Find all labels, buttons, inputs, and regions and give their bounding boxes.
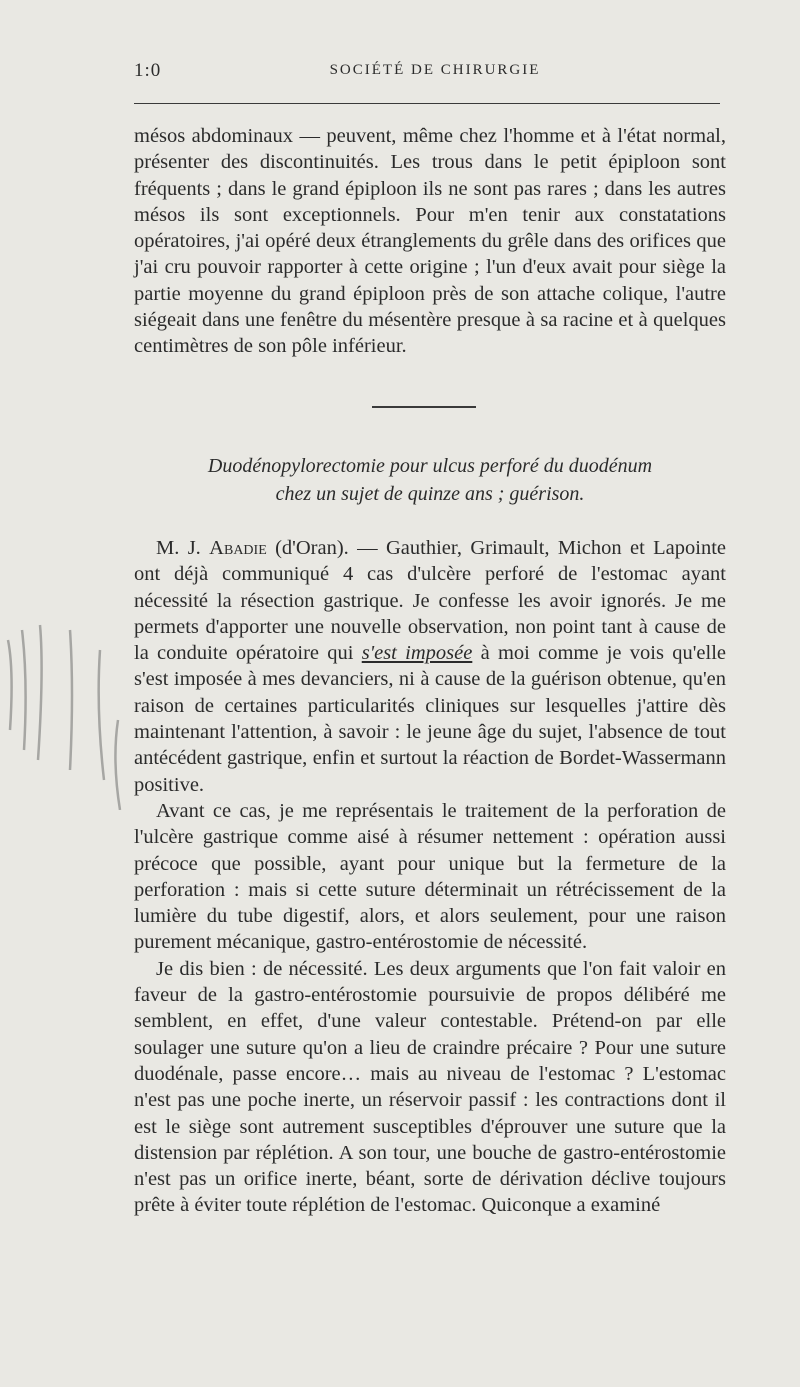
intro-paragraph xyxy=(134,123,726,360)
section-separator xyxy=(372,406,476,408)
paragraph-1-text-b: à moi comme je vois qu'elle s'est imposée à mes devanciers, ni à cause de la guérison obtenue, qu'en raison de certaines particularités cliniques sur lesquelles j'attire dès maintenant l'attention, à savoir : le jeune âge du sujet, l'absence de tout antécédent gastrique, enfin et surtout la réaction de Bordet-Wassermann positive. xyxy=(134,642,726,796)
page-number: 1:0 xyxy=(134,60,162,81)
section-title xyxy=(134,452,726,508)
running-title: SOCIÉTÉ DE CHIRURGIE xyxy=(329,62,541,78)
header-rule xyxy=(134,103,720,104)
emphasis-text: s'est imposée xyxy=(361,642,473,665)
article-body xyxy=(134,535,726,1219)
margin-pencil-mark-icon xyxy=(0,610,135,810)
section-title-line-1: Duodénopylorectomie pour ulcus perforé du duodénum xyxy=(207,455,653,477)
section-title-line-2: chez un sujet de quinze ans ; guérison. xyxy=(275,483,585,505)
intro-paragraph-text: mésos abdominaux — peuvent, même chez l'homme et à l'état normal, présenter des discontinuités. Les trous dans le petit épiploon sont fréquents ; dans le grand épiploon ils ne sont pas rares ; dans les autres mésos ils sont exceptionnels. Pour m'en tenir aux constatations opératoires, j'ai opéré deux étranglements du grêle dans des orifices que j'ai cru pouvoir rapporter à cette origine ; l'un d'eux avait pour siège la partie moyenne du grand épiploon près de son attache colique, l'autre siégeait dans une fenêtre du mésentère presque à sa racine et à quelques centimètres de son pôle inférieur. xyxy=(134,125,726,358)
paragraph-1 xyxy=(134,535,726,798)
author-name: Abadie xyxy=(209,537,267,559)
paragraph-1-text-a: (d'Oran). — Gauthier, Grimault, Michon et Lapointe ont déjà communiqué 4 cas d'ulcère perforé de l'estomac ayant nécessité la résection gastrique. Je confesse les avoir ignorés. Je me permets d'apporter une nouvelle observation, non point tant à cause de la conduite opératoire qui xyxy=(134,537,726,665)
author-prefix: M. J. xyxy=(156,537,210,559)
paragraph-3: Je dis bien : de nécessité. Les deux arguments que l'on fait valoir en faveur de la gastro-entérostomie poursuivie de propos délibéré me semblent, en effet, d'une valeur contestable. Prétend-on par elle soulager une suture qu'on a lieu de craindre précaire ? Pour une suture duodénale, passe encore… mais au niveau de l'estomac ? L'estomac n'est pas une poche inerte, un réservoir passif : les contractions dont il est le siège sont autrement susceptibles d'éprouver une suture que la distension par réplétion. A son tour, une bouche de gastro-entérostomie n'est pas un orifice inerte, béant, sorte de dérivation déclive toujours prête à éviter toute réplétion de l'estomac. Quiconque a examiné xyxy=(134,957,726,1217)
paragraph-2: Avant ce cas, je me représentais le traitement de la perforation de l'ulcère gastrique comme aisé à résumer nettement : opération aussi précoce que possible, ayant pour unique but la fermeture de la perforation : mais si cette suture déterminait un rétrécissement de la lumière du tube digestif, alors, et alors seulement, pour une raison purement mécanique, gastro-entérostomie de nécessité. xyxy=(134,799,726,954)
